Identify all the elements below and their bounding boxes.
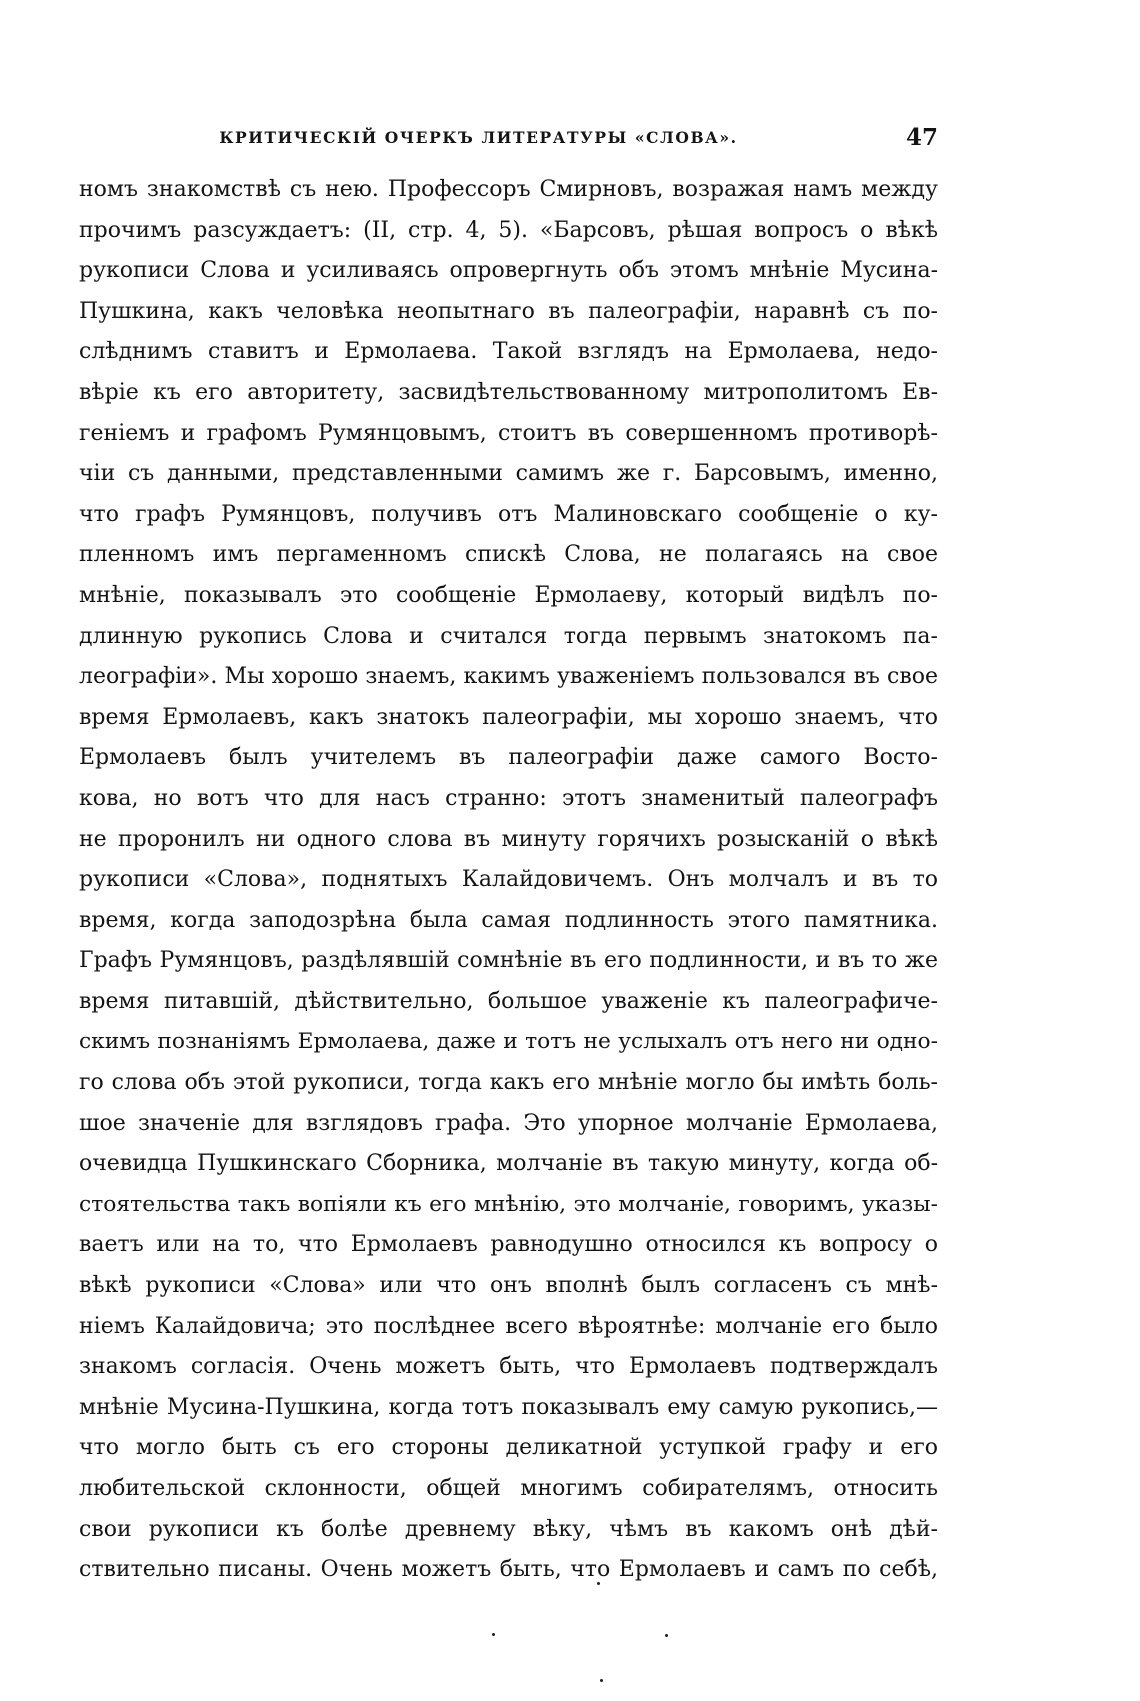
text-line: мнѣніе Мусина-Пушкина, когда тотъ показывалъ ему самую рукопись,— bbox=[79, 1394, 938, 1420]
text-line: мнѣніе, показывалъ это сообщеніе Ермолаеву, который видѣлъ по- bbox=[79, 582, 938, 608]
body-text bbox=[79, 170, 938, 1591]
text-line: не проронилъ ни одного слова въ минуту горячихъ розысканій о вѣкѣ bbox=[79, 826, 938, 852]
text-line: скимъ познаніямъ Ермолаева, даже и тотъ не услыхалъ отъ него ни одно- bbox=[79, 1029, 938, 1055]
text-line: Ермолаевъ былъ учителемъ въ палеографіи даже самого Восто- bbox=[79, 745, 938, 771]
page-number: 47 bbox=[905, 124, 938, 151]
print-speck bbox=[665, 1634, 668, 1637]
text-line: что графъ Румянцовъ, получивъ отъ Малиновскаго сообщеніе о ку- bbox=[79, 501, 938, 527]
text-line: шое значеніе для взглядовъ графа. Это упорное молчаніе Ермолаева, bbox=[79, 1110, 938, 1136]
text-line: рукописи «Слова», поднятыхъ Калайдовичемъ. Онъ молчалъ и въ то bbox=[79, 867, 938, 893]
text-line: очевидца Пушкинскаго Сборника, молчаніе въ такую минуту, когда об- bbox=[79, 1151, 938, 1177]
print-speck bbox=[600, 1679, 603, 1682]
text-line: вѣкѣ рукописи «Слова» или что онъ вполнѣ былъ согласенъ съ мнѣ- bbox=[79, 1273, 938, 1299]
text-line: длинную рукопись Слова и считался тогда первымъ знатокомъ па- bbox=[79, 623, 938, 649]
print-speck bbox=[597, 1582, 600, 1585]
text-line: знакомъ согласія. Очень можетъ быть, что Ермолаевъ подтверждалъ bbox=[79, 1354, 938, 1380]
text-line: кова, но вотъ что для насъ странно: этотъ знаменитый палеографъ bbox=[79, 785, 938, 811]
print-speck bbox=[492, 1633, 495, 1636]
text-line: леографіи». Мы хорошо знаемъ, какимъ уваженіемъ пользовался въ свое bbox=[79, 664, 938, 690]
running-title: КРИТИЧЕСКІЙ ОЧЕРКЪ ЛИТЕРАТУРЫ «СЛОВА». bbox=[219, 128, 738, 147]
text-line: Пушкина, какъ человѣка неопытнаго въ палеографіи, наравнѣ съ по- bbox=[79, 298, 938, 324]
text-line: Графъ Румянцовъ, раздѣлявшій сомнѣніе въ его подлинности, и въ то же bbox=[79, 948, 938, 974]
text-line: любительской склонности, общей многимъ собирателямъ, относить bbox=[79, 1476, 938, 1501]
text-line: время питавшій, дѣйствительно, большое уваженіе къ палеографиче- bbox=[79, 988, 938, 1014]
text-line: номъ знакомствѣ съ нею. Профессоръ Смирновъ, возражая намъ между bbox=[79, 177, 938, 202]
text-line: время Ермолаевъ, какъ знатокъ палеографіи, мы хорошо знаемъ, что bbox=[79, 704, 938, 730]
text-line: стоятельства такъ вопіяли къ его мнѣнію, это молчаніе, говоримъ, указы- bbox=[79, 1191, 938, 1217]
text-line: ствительно писаны. Очень можетъ быть, что Ермолаевъ и самъ по себѣ, bbox=[79, 1557, 938, 1583]
text-line: слѣднимъ ставитъ и Ермолаева. Такой взглядъ на Ермолаева, недо- bbox=[79, 339, 938, 365]
text-line: рукописи Слова и усиливаясь опровергнуть объ этомъ мнѣніе Мусина- bbox=[79, 258, 938, 284]
text-line: го слова объ этой рукописи, тогда какъ его мнѣніе могло бы имѣть боль- bbox=[79, 1070, 938, 1096]
text-line: ваетъ или на то, что Ермолаевъ равнодушно относился къ вопросу о bbox=[79, 1232, 938, 1258]
text-line: что могло быть съ его стороны деликатной уступкой графу и его bbox=[79, 1435, 938, 1461]
text-line: пленномъ имъ пергаменномъ спискѣ Слова, не полагаясь на свое bbox=[79, 542, 938, 568]
text-line: чіи съ данными, представленными самимъ же г. Барсовымъ, именно, bbox=[79, 461, 938, 487]
text-line: ніемъ Калайдовича; это послѣднее всего вѣроятнѣе: молчаніе его было bbox=[79, 1313, 938, 1339]
text-line: прочимъ разсуждаетъ: (II, стр. 4, 5). «Барсовъ, рѣшая вопросъ о вѣкѣ bbox=[79, 217, 938, 243]
text-line: время, когда заподозрѣна была самая подлинность этого памятника. bbox=[79, 907, 938, 933]
text-line: геніемъ и графомъ Румянцовымъ, стоитъ въ совершенномъ противорѣ- bbox=[79, 420, 938, 446]
text-line: свои рукописи къ болѣе древнему вѣку, чѣмъ въ какомъ онѣ дѣй- bbox=[79, 1516, 938, 1542]
text-line: вѣріе къ его авторитету, засвидѣтельствованному митрополитомъ Ев- bbox=[79, 379, 938, 405]
running-head bbox=[79, 124, 938, 156]
